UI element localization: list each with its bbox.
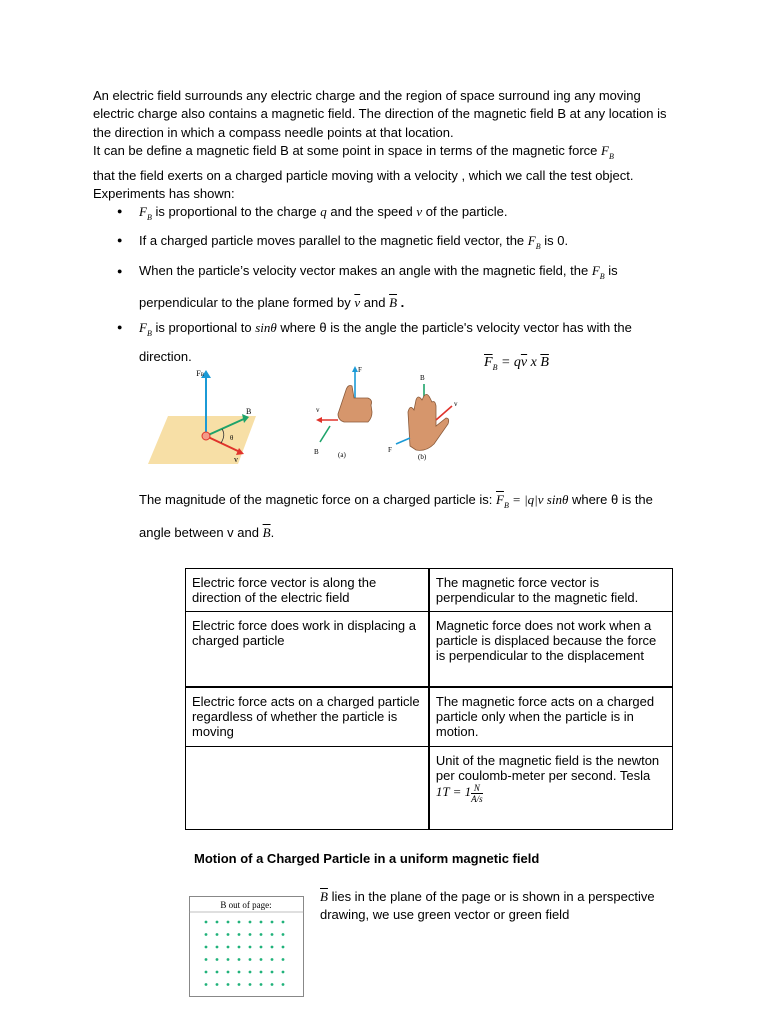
- fig-a-label-v: v: [234, 455, 238, 464]
- symbol-v: v: [416, 204, 423, 219]
- sin-theta: sinθ: [255, 320, 277, 335]
- field-dot: [216, 921, 219, 924]
- symbol-v-vector: $\overline{v}$: [354, 295, 361, 310]
- tesla-eq: = 1: [449, 784, 472, 800]
- magnitude-text-c: .: [270, 525, 275, 540]
- symbol-v-vector: $\overline{v}$: [520, 355, 528, 370]
- symbol-f: F: [591, 263, 600, 278]
- table-row: [186, 747, 673, 830]
- formula-times: x: [527, 355, 541, 370]
- section-title: Motion of a Charged Particle in a uniform magnetic field: [194, 851, 540, 866]
- field-dot: [205, 933, 208, 936]
- field-dot: [205, 971, 208, 974]
- symbol-f-vector: $\overline{F}$: [484, 355, 493, 370]
- field-note-text: lies in the plane of the page or is shown in a perspective drawing, we use green vector or green field: [320, 889, 655, 923]
- fig-b-label-b-b: B: [420, 374, 425, 382]
- bullet-list: [117, 200, 677, 368]
- force-formula: [484, 353, 549, 372]
- table-cell-electric: Electric force does work in displacing a charged particle: [186, 612, 429, 688]
- field-dot: [238, 921, 241, 924]
- field-dot: [260, 971, 263, 974]
- field-dot: [282, 921, 285, 924]
- formula-eq: = q: [497, 355, 521, 370]
- field-note: [320, 888, 680, 925]
- magnitude-text-a: The magnitude of the magnetic force on a charged particle is:: [139, 492, 496, 507]
- bullet-1-text-b: and the speed: [326, 204, 417, 219]
- tesla-denominator: A/s: [471, 794, 483, 804]
- field-dot: [205, 958, 208, 961]
- field-dot: [282, 971, 285, 974]
- field-dot: [271, 958, 274, 961]
- intro-paragraph-2: [93, 142, 683, 203]
- symbol-b-sub: B: [599, 272, 605, 281]
- table-row: [186, 687, 673, 747]
- field-dot: [271, 946, 274, 949]
- field-dot: [227, 983, 230, 986]
- table-row: [186, 612, 673, 688]
- field-dot: [216, 958, 219, 961]
- bullet-1-text-c: of the particle.: [422, 204, 508, 219]
- velocity-plane: [148, 416, 256, 464]
- bullet-2-text-a: If a charged particle moves parallel to the magnetic field vector, the: [139, 233, 528, 248]
- fig-b-velocity-arrowhead: [316, 417, 322, 423]
- field-dot: [260, 946, 263, 949]
- field-dot: [249, 921, 252, 924]
- field-dot: [238, 971, 241, 974]
- magnitude-eq: = |q|v: [508, 492, 547, 507]
- comparison-table: [185, 568, 673, 830]
- table-cell-magnetic: The magnetic force acts on a charged particle only when the particle is in motion.: [429, 687, 673, 747]
- tesla-unit-text: Unit of the magnetic field is the newton per coulomb-meter per second. Tesla: [435, 753, 660, 783]
- symbol-b-vector: $\overline{B}$: [320, 889, 328, 904]
- bullet-3-text-c: and: [360, 295, 390, 310]
- bullet-3-text-d: .: [397, 295, 405, 310]
- field-dot: [205, 983, 208, 986]
- field-dot: [216, 971, 219, 974]
- bullet-3-text-b: is perpendicular to the plane formed by: [139, 263, 618, 310]
- bullet-2-text-b: is 0.: [540, 233, 569, 248]
- field-dot: [227, 958, 230, 961]
- sin-theta: sinθ: [546, 492, 569, 507]
- field-dot: [271, 971, 274, 974]
- bullet-item-1: [117, 200, 677, 229]
- table-cell-magnetic: [429, 747, 673, 830]
- tesla-fraction: [471, 783, 483, 804]
- palm-force-arrow: [396, 438, 410, 444]
- field-dot: [260, 921, 263, 924]
- field-dot: [238, 983, 241, 986]
- fig-a-label-fb: FB: [196, 369, 204, 378]
- field-dot: [249, 946, 252, 949]
- field-dot: [249, 983, 252, 986]
- field-dot: [282, 933, 285, 936]
- field-dot: [205, 946, 208, 949]
- table-cell-magnetic: Magnetic force does not work when a particle is displaced because the force is perpendicular to the displacement: [429, 612, 673, 688]
- symbol-b-sub: B: [146, 329, 152, 338]
- symbol-f: F: [139, 320, 147, 335]
- field-dot: [227, 921, 230, 924]
- field-dot: [260, 958, 263, 961]
- field-dot: [282, 946, 285, 949]
- symbol-b-vector: $\overline{B}$: [540, 355, 549, 370]
- symbol-b-sub: B: [608, 152, 614, 162]
- table-row: [186, 569, 673, 612]
- field-dot: [271, 983, 274, 986]
- field-dot: [238, 933, 241, 936]
- field-box-title: B out of page:: [220, 900, 272, 910]
- table-cell-electric: [186, 747, 429, 830]
- symbol-b-sub: B: [492, 363, 498, 372]
- intro-p2-start: It can be define a magnetic field B at some point in space in terms of the magnetic force: [93, 143, 601, 159]
- field-dot: [205, 921, 208, 924]
- field-dot: [216, 946, 219, 949]
- force-vector-diagram: [146, 362, 266, 468]
- field-dot: [260, 983, 263, 986]
- bullet-1-text-a: is proportional to the charge: [151, 204, 321, 219]
- field-dot: [227, 946, 230, 949]
- intro-text: [93, 87, 683, 203]
- magnitude-text-b: where θ is the angle between v and: [139, 492, 653, 540]
- fig-b-label-v-a: v: [316, 406, 320, 414]
- field-dot: [260, 933, 263, 936]
- intro-p2-end: that the field exerts on a charged particle moving with a velocity , which we call the test object. Experiments has shown:: [93, 167, 634, 202]
- symbol-b-sub: B: [146, 213, 152, 222]
- symbol-b-vector: $\overline{B}$: [262, 525, 271, 540]
- field-dot: [238, 946, 241, 949]
- fig-a-label-theta: θ: [230, 434, 234, 442]
- bullet-item-3: [117, 258, 677, 316]
- field-dot: [249, 971, 252, 974]
- fig-b-caption-b: (b): [418, 453, 427, 461]
- palm-velocity-arrow: [436, 406, 452, 420]
- table-cell-electric: Electric force vector is along the direction of the electric field: [186, 569, 429, 612]
- symbol-b-sub: B: [503, 501, 509, 510]
- charged-particle: [202, 432, 210, 440]
- symbol-b-vector: $\overline{B}$: [389, 295, 398, 310]
- symbol-f: F: [527, 233, 536, 248]
- symbol-f: F: [601, 143, 609, 159]
- magnitude-text: [139, 486, 679, 546]
- bullet-item-2: [117, 229, 677, 258]
- symbol-f: F: [139, 204, 147, 219]
- field-dot: [227, 971, 230, 974]
- table-cell-magnetic: The magnetic force vector is perpendicular to the magnetic field.: [429, 569, 673, 612]
- field-dot: [271, 921, 274, 924]
- bullet-4-text-b: where θ is the angle the particle's velocity vector has with the direction.: [139, 320, 632, 364]
- field-dot: [249, 933, 252, 936]
- symbol-f-vector: $\overline{F}$: [495, 492, 504, 507]
- bullet-3-text-a: When the particle’s velocity vector makes an angle with the magnetic field, the: [139, 263, 592, 278]
- field-dot: [271, 933, 274, 936]
- tesla-lhs: 1T: [435, 784, 450, 800]
- fig-b-field-arrow: [320, 426, 330, 442]
- intro-paragraph-1: An electric field surrounds any electric charge and the region of space surround ing any moving electric charge also contains a magnetic field. The direction of the magnetic field B at any location is the direction in which a compass needle points at that location.: [93, 88, 667, 140]
- fig-b-label-fb-a: F: [358, 366, 362, 374]
- symbol-q: q: [320, 204, 327, 219]
- right-hand-rule-diagram: [300, 360, 470, 462]
- field-dot: [216, 983, 219, 986]
- field-out-of-page-diagram: [189, 896, 305, 998]
- field-dot: [282, 958, 285, 961]
- bullet-4-text-a: is proportional to: [151, 320, 256, 335]
- palm-hand-icon: [408, 394, 449, 450]
- field-dot: [216, 933, 219, 936]
- fig-b-label-b-a: B: [314, 448, 319, 456]
- fig-b-caption-a: (a): [338, 451, 346, 459]
- field-dot: [238, 958, 241, 961]
- field-dot: [282, 983, 285, 986]
- field-dot: [249, 958, 252, 961]
- field-dot: [227, 933, 230, 936]
- fig-b-label-v-b: v: [454, 400, 458, 408]
- symbol-b-sub: B: [535, 242, 541, 251]
- fig-b-label-fb-b: F: [388, 446, 392, 454]
- fig-a-label-b: B: [246, 407, 252, 416]
- table-cell-electric: Electric force acts on a charged particle regardless of whether the particle is moving: [186, 687, 429, 747]
- tesla-formula: [435, 783, 483, 804]
- tesla-numerator: N: [471, 783, 483, 794]
